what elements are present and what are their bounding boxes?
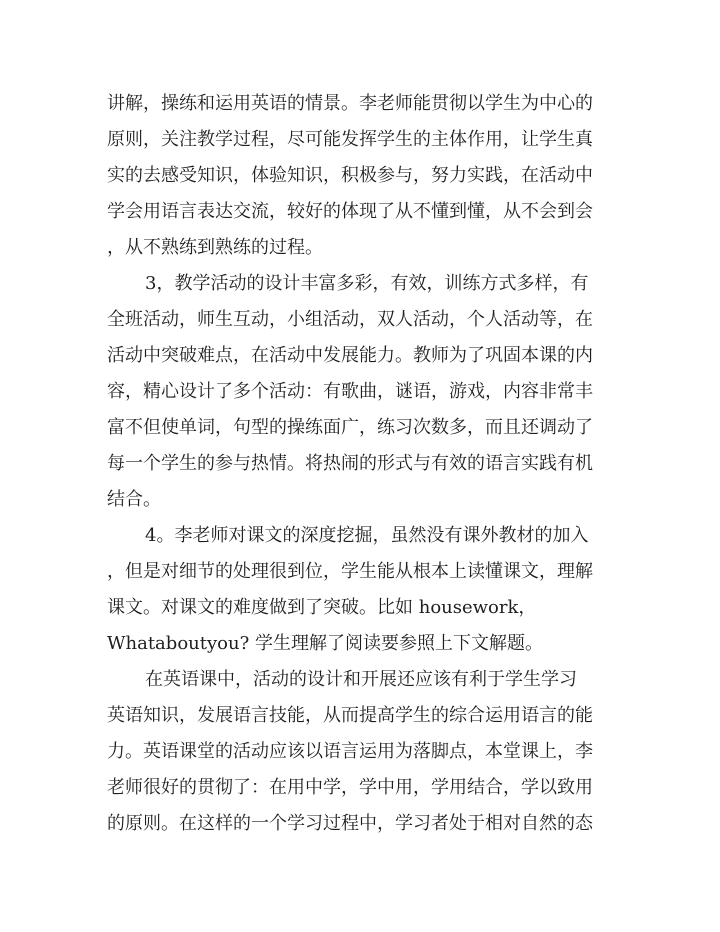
paragraph-start-line: 4。李老师对课文的深度挖掘，虽然没有课外教材的加入: [145, 525, 589, 546]
text-line: 力。英语课堂的活动应该以语言运用为落脚点，本堂课上，李: [107, 741, 593, 762]
paragraph-start-line: 在英语课中，活动的设计和开展还应该有利于学生学习: [145, 669, 577, 690]
text-line: 活动中突破难点，在活动中发展能力。教师为了巩固本课的内: [107, 345, 593, 366]
text-line: 英语知识，发展语言技能，从而提高学生的综合运用语言的能: [107, 705, 593, 726]
text-line: 老师很好的贯彻了：在用中学，学中用，学用结合，学以致用: [107, 777, 593, 798]
text-line: ，但是对细节的处理很到位，学生能从根本上读懂课文，理解: [107, 561, 593, 582]
text-line: 每一个学生的参与热情。将热闹的形式与有效的语言实践有机: [107, 453, 593, 474]
text-line: 富不但使单词，句型的操练面广，练习次数多，而且还调动了: [107, 417, 593, 438]
text-line: 讲解，操练和运用英语的情景。李老师能贯彻以学生为中心的: [107, 93, 593, 114]
paragraph-start-line: 3，教学活动的设计丰富多彩，有效，训练方式多样，有: [145, 273, 589, 294]
text-line: 学会用语言表达交流，较好的体现了从不懂到懂，从不会到会: [107, 201, 593, 222]
text-line: 的原则。在这样的一个学习过程中，学习者处于相对自然的态: [107, 813, 593, 834]
text-line: 容，精心设计了多个活动：有歌曲，谜语，游戏，内容非常丰: [107, 381, 593, 402]
text-line: ，从不熟练到熟练的过程。: [107, 237, 323, 258]
text-line: 原则，关注教学过程，尽可能发挥学生的主体作用，让学生真: [107, 129, 593, 150]
text-line: 实的去感受知识，体验知识，积极参与，努力实践，在活动中: [107, 165, 593, 186]
text-line: Whataboutyou? 学生理解了阅读要参照上下文解题。: [107, 633, 543, 654]
text-line: 结合。: [107, 489, 161, 510]
text-line: 课文。对课文的难度做到了突破。比如 housework，: [107, 597, 537, 618]
text-line: 全班活动，师生互动，小组活动，双人活动，个人活动等，在: [107, 309, 593, 330]
